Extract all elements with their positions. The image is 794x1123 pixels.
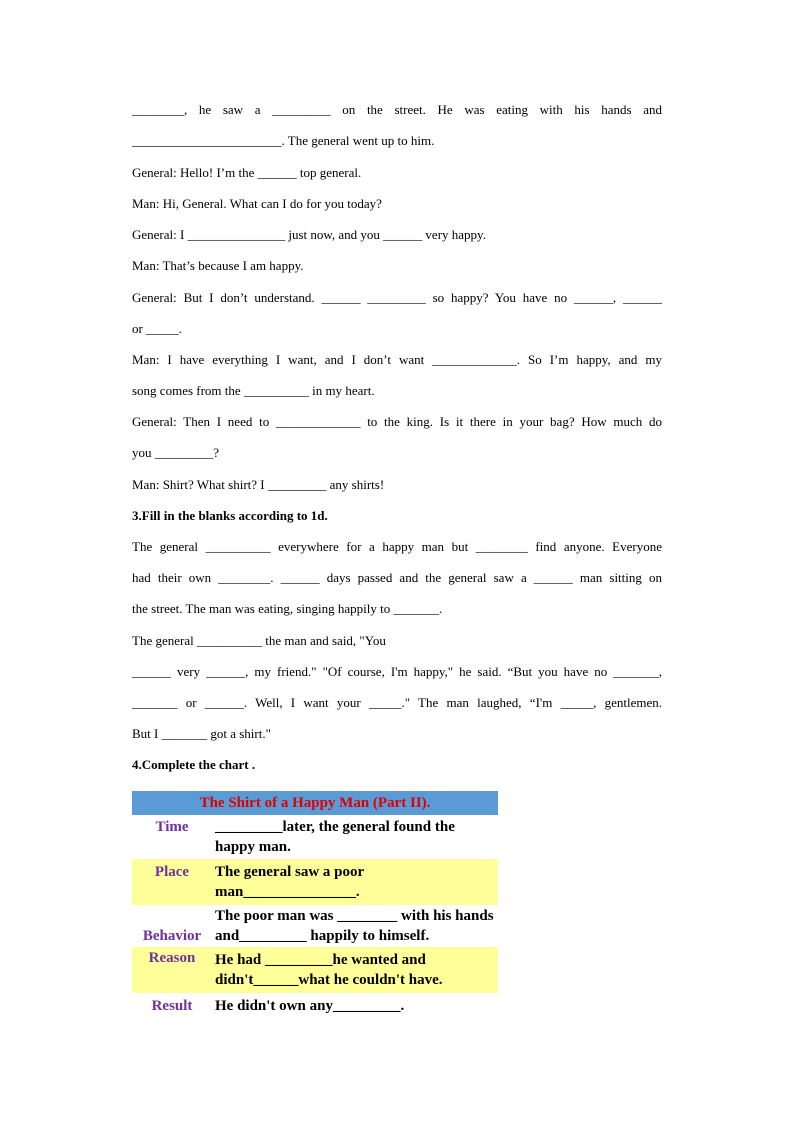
text-line: or _____. — [132, 321, 182, 336]
text-line: the street. The man was eating, singing happily to _______. — [132, 601, 443, 616]
text-line: ________, he saw a _________ on the street. He was eating with his hands and — [132, 102, 662, 117]
text-line: General: But I don’t understand. ______ _________ so happy? You have no ______, ______ — [132, 290, 662, 305]
text-line: General: Hello! I’m the ______ top general. — [132, 165, 362, 180]
chart-title: The Shirt of a Happy Man (Part II). — [132, 791, 498, 815]
text-line: Man: Shirt? What shirt? I _________ any shirts! — [132, 477, 385, 492]
section-heading: 3.Fill in the blanks according to 1d. — [132, 508, 328, 523]
text-line: Man: That’s because I am happy. — [132, 258, 304, 273]
text-line: _______ or ______. Well, I want your _____." The man laughed, “I'm _____, gentlemen. — [132, 695, 662, 710]
row-label-time: Time — [155, 819, 189, 835]
row-content-time: _________later, the general found the happy man. — [215, 819, 455, 855]
text-line: General: Then I need to _____________ to the king. Is it there in your bag? How much do — [132, 414, 662, 429]
text-line: The general __________ the man and said, "You — [132, 633, 386, 648]
row-label-reason: Reason — [148, 950, 196, 966]
text-line: General: I _______________ just now, and you ______ very happy. — [132, 227, 486, 242]
text-line: song comes from the __________ in my heart. — [132, 383, 375, 398]
section-heading: 4.Complete the chart . — [132, 757, 256, 772]
text-line: Man: I have everything I want, and I don’t want _____________. So I’m happy, and my — [132, 352, 662, 367]
row-content-result: He didn't own any_________. — [215, 998, 405, 1014]
text-line: you _________? — [132, 445, 220, 460]
row-label-behavior: Behavior — [142, 928, 202, 944]
row-content-behavior: The poor man was ________ with his hands and_________ happily to himself. — [215, 908, 494, 944]
text-line: ______ very ______, my friend." "Of course, I'm happy," he said. “But you have no _______, — [132, 664, 662, 679]
text-line: But I _______ got a shirt." — [132, 726, 271, 741]
text-line: The general __________ everywhere for a happy man but ________ find anyone. Everyone — [132, 539, 662, 554]
row-content-reason: He had _________he wanted and didn't______what he couldn't have. — [215, 952, 443, 988]
row-label-result: Result — [151, 997, 193, 1014]
text-line: _______________________. The general went up to him. — [132, 133, 435, 148]
row-content-place: The general saw a poor man_______________. — [215, 864, 364, 900]
story-chart — [132, 791, 498, 1019]
text-line: had their own ________. ______ days passed and the general saw a ______ man sitting on — [132, 570, 662, 585]
text-line: Man: Hi, General. What can I do for you today? — [132, 196, 382, 211]
row-label-place: Place — [154, 864, 190, 880]
